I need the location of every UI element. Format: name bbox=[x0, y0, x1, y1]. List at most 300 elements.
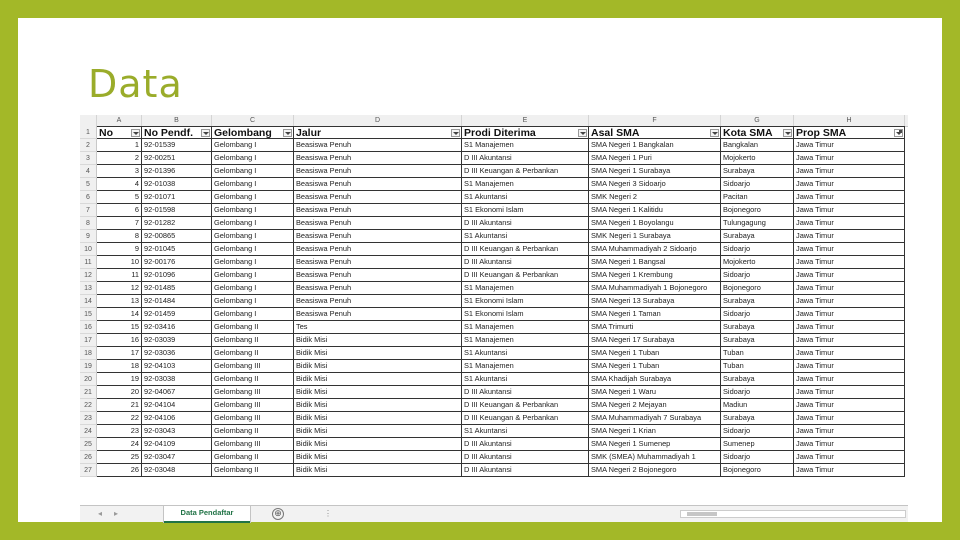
table-cell[interactable] bbox=[462, 295, 589, 308]
table-cell[interactable] bbox=[462, 178, 589, 191]
table-cell[interactable] bbox=[721, 360, 794, 373]
table-cell[interactable] bbox=[721, 347, 794, 360]
table-cell[interactable] bbox=[97, 230, 142, 243]
cell-value: Jawa Timur bbox=[796, 231, 834, 240]
table-cell[interactable] bbox=[721, 399, 794, 412]
table-cell[interactable] bbox=[589, 425, 721, 438]
table-cell[interactable] bbox=[794, 139, 905, 152]
table-cell[interactable] bbox=[294, 373, 462, 386]
cell-value: Jawa Timur bbox=[796, 218, 834, 227]
table-cell[interactable] bbox=[462, 438, 589, 451]
cell-value: 92-00865 bbox=[144, 231, 176, 240]
filter-dropdown-icon[interactable] bbox=[578, 129, 587, 137]
table-cell[interactable] bbox=[721, 308, 794, 321]
table-cell[interactable] bbox=[97, 295, 142, 308]
table-cell[interactable] bbox=[794, 165, 905, 178]
column-letter-c[interactable]: C bbox=[212, 115, 294, 126]
column-letter-h[interactable]: H bbox=[794, 115, 905, 126]
table-cell[interactable] bbox=[212, 295, 294, 308]
table-cell[interactable] bbox=[142, 243, 212, 256]
row-number[interactable]: 8 bbox=[80, 217, 97, 230]
table-cell[interactable] bbox=[142, 269, 212, 282]
table-cell[interactable] bbox=[589, 360, 721, 373]
cell-value: Sidoarjo bbox=[723, 309, 751, 318]
cell-value: Surabaya bbox=[723, 296, 755, 305]
row-number[interactable]: 27 bbox=[80, 464, 97, 477]
table-cell[interactable] bbox=[212, 399, 294, 412]
cell-value: 26 bbox=[130, 465, 139, 474]
table-cell[interactable] bbox=[212, 347, 294, 360]
table-cell[interactable] bbox=[212, 282, 294, 295]
table-cell[interactable] bbox=[462, 204, 589, 217]
filter-dropdown-icon[interactable] bbox=[131, 129, 140, 137]
table-cell[interactable] bbox=[721, 256, 794, 269]
table-cell[interactable] bbox=[97, 243, 142, 256]
table-cell[interactable] bbox=[794, 334, 905, 347]
table-cell[interactable] bbox=[142, 308, 212, 321]
table-cell[interactable] bbox=[212, 165, 294, 178]
sheet-tab-data-pendaftar[interactable]: Data Pendaftar bbox=[164, 506, 250, 523]
row-number[interactable]: 14 bbox=[80, 295, 97, 308]
table-cell[interactable] bbox=[462, 399, 589, 412]
table-cell[interactable] bbox=[721, 451, 794, 464]
table-cell[interactable] bbox=[794, 373, 905, 386]
slide-title: Data bbox=[88, 62, 183, 106]
table-cell[interactable] bbox=[294, 191, 462, 204]
table-cell[interactable] bbox=[589, 204, 721, 217]
table-cell[interactable] bbox=[721, 217, 794, 230]
cell-value: Gelombang I bbox=[214, 309, 257, 318]
cell-value: D III Akuntansi bbox=[464, 439, 512, 448]
table-cell[interactable] bbox=[721, 204, 794, 217]
table-cell[interactable] bbox=[794, 425, 905, 438]
table-cell[interactable] bbox=[794, 321, 905, 334]
table-cell[interactable] bbox=[142, 178, 212, 191]
row-number[interactable]: 11 bbox=[80, 256, 97, 269]
table-cell[interactable] bbox=[589, 373, 721, 386]
row-number[interactable]: 20 bbox=[80, 373, 97, 386]
table-cell[interactable] bbox=[462, 425, 589, 438]
table-cell[interactable] bbox=[294, 295, 462, 308]
table-cell[interactable] bbox=[589, 230, 721, 243]
table-cell[interactable] bbox=[294, 204, 462, 217]
table-cell[interactable] bbox=[462, 412, 589, 425]
table-cell[interactable] bbox=[294, 438, 462, 451]
table-cell[interactable] bbox=[589, 256, 721, 269]
table-cell[interactable] bbox=[794, 230, 905, 243]
table-cell[interactable] bbox=[794, 386, 905, 399]
prev-sheet-arrow-icon[interactable]: ◂ bbox=[97, 509, 102, 518]
column-header-cell[interactable] bbox=[462, 126, 589, 139]
table-cell[interactable] bbox=[589, 308, 721, 321]
table-cell[interactable] bbox=[212, 308, 294, 321]
table-cell[interactable] bbox=[212, 321, 294, 334]
table-cell[interactable] bbox=[462, 165, 589, 178]
table-cell[interactable] bbox=[97, 347, 142, 360]
row-number[interactable]: 17 bbox=[80, 334, 97, 347]
row-number[interactable]: 26 bbox=[80, 451, 97, 464]
table-cell[interactable] bbox=[142, 399, 212, 412]
select-all-corner[interactable] bbox=[80, 115, 97, 126]
table-cell[interactable] bbox=[142, 230, 212, 243]
table-cell[interactable] bbox=[142, 412, 212, 425]
table-cell[interactable] bbox=[212, 256, 294, 269]
horizontal-scrollbar[interactable] bbox=[680, 510, 906, 518]
table-cell[interactable] bbox=[294, 165, 462, 178]
table-cell[interactable] bbox=[212, 152, 294, 165]
cell-value: SMA Negeri 3 Sidoarjo bbox=[591, 179, 666, 188]
cell-value: Gelombang II bbox=[214, 348, 259, 357]
table-cell[interactable] bbox=[794, 451, 905, 464]
cell-value: 92-03038 bbox=[144, 374, 176, 383]
column-header-cell[interactable] bbox=[589, 126, 721, 139]
table-cell[interactable] bbox=[212, 204, 294, 217]
cell-value: S1 Manajemen bbox=[464, 335, 514, 344]
table-cell[interactable] bbox=[721, 412, 794, 425]
table-cell[interactable] bbox=[212, 412, 294, 425]
table-cell[interactable] bbox=[294, 152, 462, 165]
table-cell[interactable] bbox=[721, 165, 794, 178]
table-cell[interactable] bbox=[294, 178, 462, 191]
table-cell[interactable] bbox=[721, 334, 794, 347]
table-cell[interactable] bbox=[142, 373, 212, 386]
table-cell[interactable] bbox=[589, 438, 721, 451]
table-cell[interactable] bbox=[142, 360, 212, 373]
table-cell[interactable] bbox=[589, 347, 721, 360]
table-cell[interactable] bbox=[721, 152, 794, 165]
table-cell[interactable] bbox=[97, 269, 142, 282]
table-cell[interactable] bbox=[294, 399, 462, 412]
table-cell[interactable] bbox=[794, 243, 905, 256]
slide bbox=[18, 18, 942, 522]
table-cell[interactable] bbox=[794, 399, 905, 412]
table-cell[interactable] bbox=[462, 139, 589, 152]
table-cell[interactable] bbox=[97, 308, 142, 321]
table-cell[interactable] bbox=[97, 282, 142, 295]
table-cell[interactable] bbox=[721, 191, 794, 204]
table-cell[interactable] bbox=[212, 139, 294, 152]
table-cell[interactable] bbox=[294, 269, 462, 282]
table-cell[interactable] bbox=[142, 347, 212, 360]
table-cell[interactable] bbox=[212, 269, 294, 282]
spreadsheet bbox=[80, 115, 908, 518]
table-cell[interactable] bbox=[294, 243, 462, 256]
row-number[interactable]: 4 bbox=[80, 165, 97, 178]
table-cell[interactable] bbox=[97, 373, 142, 386]
cell-value: Jawa Timur bbox=[796, 153, 834, 162]
row-number[interactable]: 2 bbox=[80, 139, 97, 152]
table-cell[interactable] bbox=[97, 256, 142, 269]
table-cell[interactable] bbox=[97, 464, 142, 477]
cell-value: S1 Manajemen bbox=[464, 322, 514, 331]
column-header-cell[interactable] bbox=[142, 126, 212, 139]
table-cell[interactable] bbox=[794, 464, 905, 477]
table-cell[interactable] bbox=[142, 282, 212, 295]
table-cell[interactable] bbox=[142, 217, 212, 230]
table-cell[interactable] bbox=[142, 191, 212, 204]
table-cell[interactable] bbox=[589, 412, 721, 425]
table-cell[interactable] bbox=[589, 399, 721, 412]
table-cell[interactable] bbox=[462, 334, 589, 347]
table-cell[interactable] bbox=[294, 425, 462, 438]
cell-value: Sidoarjo bbox=[723, 244, 751, 253]
table-cell[interactable] bbox=[212, 451, 294, 464]
cell-value: 92-03047 bbox=[144, 452, 176, 461]
table-cell[interactable] bbox=[212, 373, 294, 386]
cell-value: 92-01038 bbox=[144, 179, 176, 188]
table-cell[interactable] bbox=[589, 165, 721, 178]
table-cell[interactable] bbox=[462, 152, 589, 165]
table-cell[interactable] bbox=[721, 425, 794, 438]
table-cell[interactable] bbox=[212, 360, 294, 373]
table-cell[interactable] bbox=[97, 425, 142, 438]
table-cell[interactable] bbox=[142, 334, 212, 347]
table-cell[interactable] bbox=[142, 464, 212, 477]
table-cell[interactable] bbox=[721, 230, 794, 243]
table-cell[interactable] bbox=[462, 373, 589, 386]
table-cell[interactable] bbox=[721, 373, 794, 386]
table-cell[interactable] bbox=[97, 165, 142, 178]
table-cell[interactable] bbox=[589, 269, 721, 282]
row-number[interactable]: 22 bbox=[80, 399, 97, 412]
column-letter-e[interactable]: E bbox=[462, 115, 589, 126]
table-cell[interactable] bbox=[462, 464, 589, 477]
table-cell[interactable] bbox=[721, 139, 794, 152]
table-cell[interactable] bbox=[462, 308, 589, 321]
row-number[interactable]: 16 bbox=[80, 321, 97, 334]
table-cell[interactable] bbox=[589, 334, 721, 347]
table-cell[interactable] bbox=[97, 360, 142, 373]
table-cell[interactable] bbox=[142, 451, 212, 464]
column-header-cell[interactable] bbox=[721, 126, 794, 139]
cell-value: 23 bbox=[130, 426, 139, 435]
table-cell[interactable] bbox=[294, 347, 462, 360]
row-number[interactable]: 9 bbox=[80, 230, 97, 243]
table-cell[interactable] bbox=[589, 464, 721, 477]
table-cell[interactable] bbox=[294, 412, 462, 425]
cell-value: Jawa Timur bbox=[796, 296, 834, 305]
row-number[interactable]: 1 bbox=[80, 126, 97, 139]
table-cell[interactable] bbox=[97, 152, 142, 165]
table-cell[interactable] bbox=[589, 282, 721, 295]
table-cell[interactable] bbox=[794, 256, 905, 269]
row-number[interactable]: 10 bbox=[80, 243, 97, 256]
filter-dropdown-icon[interactable] bbox=[783, 129, 792, 137]
table-cell[interactable] bbox=[97, 191, 142, 204]
table-cell[interactable] bbox=[294, 386, 462, 399]
scrollbar-thumb[interactable] bbox=[687, 512, 717, 516]
table-cell[interactable] bbox=[142, 438, 212, 451]
column-header-cell[interactable] bbox=[294, 126, 462, 139]
table-cell[interactable] bbox=[462, 217, 589, 230]
table-cell[interactable] bbox=[721, 282, 794, 295]
table-cell[interactable] bbox=[589, 152, 721, 165]
cell-value: Gelombang II bbox=[214, 374, 259, 383]
table-cell[interactable] bbox=[212, 217, 294, 230]
table-cell[interactable] bbox=[462, 282, 589, 295]
table-cell[interactable] bbox=[721, 269, 794, 282]
table-cell[interactable] bbox=[462, 243, 589, 256]
table-cell[interactable] bbox=[212, 230, 294, 243]
table-cell[interactable] bbox=[142, 139, 212, 152]
cell-value: D III Akuntansi bbox=[464, 452, 512, 461]
row-number[interactable]: 15 bbox=[80, 308, 97, 321]
table-cell[interactable] bbox=[212, 438, 294, 451]
table-cell[interactable] bbox=[462, 386, 589, 399]
table-cell[interactable] bbox=[589, 178, 721, 191]
filter-dropdown-icon[interactable] bbox=[710, 129, 719, 137]
table-cell[interactable] bbox=[142, 204, 212, 217]
table-cell[interactable] bbox=[294, 334, 462, 347]
table-cell[interactable] bbox=[462, 451, 589, 464]
table-cell[interactable] bbox=[294, 464, 462, 477]
column-header-cell[interactable] bbox=[212, 126, 294, 139]
table-cell[interactable] bbox=[794, 360, 905, 373]
table-cell[interactable] bbox=[794, 282, 905, 295]
table-cell[interactable] bbox=[212, 425, 294, 438]
table-cell[interactable] bbox=[97, 438, 142, 451]
table-cell[interactable] bbox=[212, 464, 294, 477]
filter-dropdown-icon[interactable] bbox=[894, 129, 903, 137]
table-cell[interactable] bbox=[294, 217, 462, 230]
table-cell[interactable] bbox=[294, 321, 462, 334]
table-cell[interactable] bbox=[589, 386, 721, 399]
table-cell[interactable] bbox=[462, 191, 589, 204]
cell-value: Sidoarjo bbox=[723, 426, 751, 435]
table-cell[interactable] bbox=[589, 217, 721, 230]
row-number[interactable]: 13 bbox=[80, 282, 97, 295]
table-cell[interactable] bbox=[794, 191, 905, 204]
table-cell[interactable] bbox=[589, 191, 721, 204]
table-cell[interactable] bbox=[589, 321, 721, 334]
table-cell[interactable] bbox=[721, 178, 794, 191]
row-number[interactable]: 12 bbox=[80, 269, 97, 282]
table-cell[interactable] bbox=[97, 204, 142, 217]
table-cell[interactable] bbox=[794, 152, 905, 165]
table-row bbox=[80, 282, 908, 295]
table-cell[interactable] bbox=[97, 178, 142, 191]
table-cell[interactable] bbox=[794, 269, 905, 282]
row-number[interactable]: 24 bbox=[80, 425, 97, 438]
table-cell[interactable] bbox=[721, 295, 794, 308]
table-cell[interactable] bbox=[294, 282, 462, 295]
add-sheet-icon[interactable]: ⊕ bbox=[272, 508, 284, 520]
table-cell[interactable] bbox=[97, 334, 142, 347]
table-cell[interactable] bbox=[142, 386, 212, 399]
table-cell[interactable] bbox=[721, 321, 794, 334]
table-cell[interactable] bbox=[294, 308, 462, 321]
column-letter-f[interactable]: F bbox=[589, 115, 721, 126]
table-cell[interactable] bbox=[142, 321, 212, 334]
table-cell[interactable] bbox=[97, 217, 142, 230]
row-number[interactable]: 6 bbox=[80, 191, 97, 204]
filter-dropdown-icon[interactable] bbox=[201, 129, 210, 137]
table-cell[interactable] bbox=[794, 308, 905, 321]
table-cell[interactable] bbox=[212, 191, 294, 204]
table-cell[interactable] bbox=[294, 451, 462, 464]
row-number[interactable]: 3 bbox=[80, 152, 97, 165]
cell-value: SMA Negeri 1 Krian bbox=[591, 426, 656, 435]
table-cell[interactable] bbox=[212, 334, 294, 347]
table-cell[interactable] bbox=[794, 438, 905, 451]
table-cell[interactable] bbox=[142, 425, 212, 438]
table-cell[interactable] bbox=[212, 386, 294, 399]
row-number[interactable]: 25 bbox=[80, 438, 97, 451]
table-cell[interactable] bbox=[294, 230, 462, 243]
table-cell[interactable] bbox=[721, 464, 794, 477]
row-number[interactable]: 19 bbox=[80, 360, 97, 373]
table-cell[interactable] bbox=[462, 256, 589, 269]
table-cell[interactable] bbox=[142, 165, 212, 178]
table-cell[interactable] bbox=[794, 178, 905, 191]
column-letter-b[interactable]: B bbox=[142, 115, 212, 126]
table-cell[interactable] bbox=[794, 295, 905, 308]
table-cell[interactable] bbox=[294, 256, 462, 269]
table-cell[interactable] bbox=[721, 243, 794, 256]
table-cell[interactable] bbox=[142, 152, 212, 165]
next-sheet-arrow-icon[interactable]: ▸ bbox=[113, 509, 118, 518]
column-header-cell[interactable] bbox=[794, 126, 905, 139]
table-cell[interactable] bbox=[97, 386, 142, 399]
table-cell[interactable] bbox=[97, 321, 142, 334]
table-cell[interactable] bbox=[589, 243, 721, 256]
table-cell[interactable] bbox=[589, 451, 721, 464]
tab-options-icon[interactable]: ⋮ bbox=[324, 509, 332, 518]
row-number[interactable]: 18 bbox=[80, 347, 97, 360]
table-cell[interactable] bbox=[294, 139, 462, 152]
table-cell[interactable] bbox=[462, 269, 589, 282]
cell-value: 4 bbox=[134, 179, 139, 188]
table-cell[interactable] bbox=[97, 412, 142, 425]
row-number[interactable]: 23 bbox=[80, 412, 97, 425]
row-number[interactable]: 5 bbox=[80, 178, 97, 191]
filter-dropdown-icon[interactable] bbox=[283, 129, 292, 137]
table-cell[interactable] bbox=[462, 321, 589, 334]
table-cell[interactable] bbox=[97, 399, 142, 412]
table-cell[interactable] bbox=[462, 360, 589, 373]
table-cell[interactable] bbox=[721, 386, 794, 399]
row-number[interactable]: 7 bbox=[80, 204, 97, 217]
table-cell[interactable] bbox=[142, 295, 212, 308]
cell-value: SMK Negeri 2 bbox=[591, 192, 638, 201]
column-letter-a[interactable]: A bbox=[97, 115, 142, 126]
column-letter-g[interactable]: G bbox=[721, 115, 794, 126]
column-header-cell[interactable] bbox=[97, 126, 142, 139]
table-cell[interactable] bbox=[97, 451, 142, 464]
table-cell[interactable] bbox=[142, 256, 212, 269]
cell-value: SMA Negeri 2 Bojonegoro bbox=[591, 465, 677, 474]
table-cell[interactable] bbox=[212, 243, 294, 256]
table-cell[interactable] bbox=[97, 139, 142, 152]
table-cell[interactable] bbox=[294, 360, 462, 373]
table-cell[interactable] bbox=[721, 438, 794, 451]
table-cell[interactable] bbox=[462, 347, 589, 360]
column-letter-d[interactable]: D bbox=[294, 115, 462, 126]
table-cell[interactable] bbox=[794, 204, 905, 217]
filter-dropdown-icon[interactable] bbox=[451, 129, 460, 137]
cell-value: D III Akuntansi bbox=[464, 465, 512, 474]
table-cell[interactable] bbox=[212, 178, 294, 191]
table-cell[interactable] bbox=[794, 217, 905, 230]
table-cell[interactable] bbox=[589, 295, 721, 308]
table-cell[interactable] bbox=[794, 347, 905, 360]
table-cell[interactable] bbox=[462, 230, 589, 243]
table-cell[interactable] bbox=[794, 412, 905, 425]
table-cell[interactable] bbox=[589, 139, 721, 152]
cell-value: SMA Negeri 1 Taman bbox=[591, 309, 661, 318]
row-number[interactable]: 21 bbox=[80, 386, 97, 399]
cell-value: Mojokerto bbox=[723, 257, 756, 266]
